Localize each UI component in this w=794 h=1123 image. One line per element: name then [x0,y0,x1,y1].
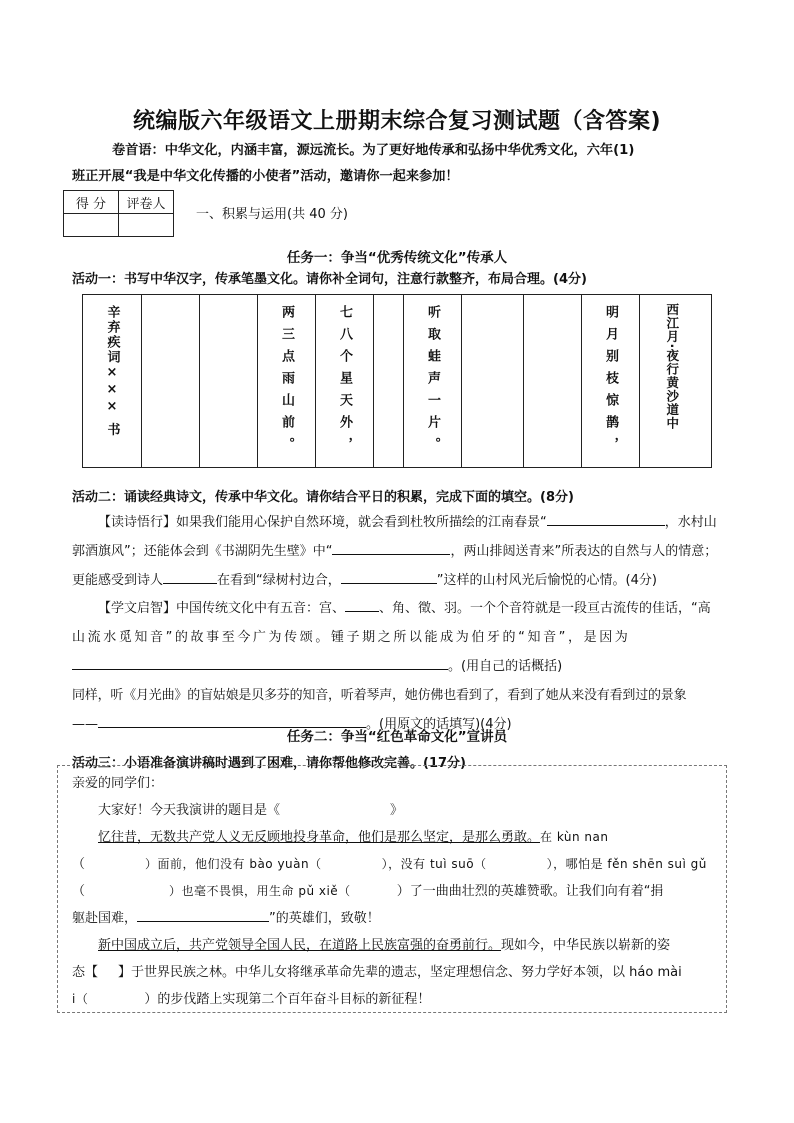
grid-col-line [315,295,373,467]
grid-text: 明月别枝惊鹊， [603,305,618,459]
task-2-heading: 任务二：争当“红色革命文化”宣讲员 [286,729,508,745]
grid-col-signature [83,295,141,467]
score-cell[interactable] [64,214,119,237]
answer-blank[interactable] [332,540,450,555]
score-header: 得 分 [64,191,119,214]
answer-blank[interactable] [547,511,665,526]
grid-col-blank[interactable] [523,295,581,467]
grid-col-blank[interactable] [461,295,523,467]
page-title: 统编版六年级语文上册期末综合复习测试题（含答案) [132,109,662,134]
grid-col-title [639,295,703,467]
underlined-sentence: 新中国成立后，共产党领导全国人民，在道路上民族富强的奋勇前行。 [98,938,502,953]
answer-blank[interactable] [163,569,217,584]
task-1-heading: 任务一：争当“优秀传统文化”传承人 [286,250,508,266]
activity-3-heading: 活动三：小语准备演讲稿时遇到了困难，请你帮他修改完善。(17分) [72,756,466,771]
speech-greeting: 亲爱的同学们： [72,776,164,791]
activity-1-heading: 活动一：书写中华汉字，传承笔墨文化。请你补全词句，注意行款整齐，布局合理。(4分) [72,272,587,287]
grader-cell[interactable] [119,214,174,237]
answer-blank[interactable] [137,907,269,922]
intro-line-2: 班正开展“我是中华文化传播的小使者”活动，邀请你一起来参加！ [72,169,459,184]
grid-col-blank[interactable] [141,295,199,467]
grid-col-line [257,295,315,467]
grid-col-line [403,295,461,467]
intro-text [72,138,732,190]
grid-col-blank[interactable] [199,295,257,467]
answer-blank[interactable] [345,597,379,612]
grid-text: 辛弃疾词××× 书 [104,305,120,438]
section-heading: 一、积累与运用(共 40 分) [196,207,348,222]
grid-text: 西江月·夜行黄沙道中 [664,303,680,431]
speech-section: 亲爱的同学们： 大家好！今天我演讲的题目是《 》 忆往昔，无数共产党人义无反顾地投身革命，他们是那么坚定，是那么勇敢。在 kùn nan （ ）面前，他们没有 bào yuàn（ ），没有 tuì suō（ ），哪怕是 fěn shēn suì gǔ （ ）也毫不畏惧，用生命 pǔ xiě（ ）了一曲曲壮烈的英雄赞歌。让我们向有着“捐 躯赴国难， ”的英雄们，致敬！ 新中国成立后，共产党领导全国人民，在道路上民族富强的奋勇前行。现如今，中华民族以崭新的姿 态【 】于世界民族之林。中华儿女将继承革命先辈的遗志，坚定理想信念、努力学好本领，以 háo mài i（ ）的步伐踏上实现第二个百年奋斗目标的新征程！ [72,770,732,1013]
learning-section: 【学文启智】中国传统文化中有五音：宫、 、角、徵、羽。一个个音符就是一段亘古流传的佳话，“高 山流水觅知音”的故事至今广为传颂。锺子期之所以能成为伯牙的“知音”，是因为 。(用自己的话概括) 同样，听《月光曲》的盲姑娘是贝多芬的知音，听着琴声，她仿佛也看到了，看到了她从来没有看到过的景象 —— 。(用原文的话填写)(4分) [72,594,732,739]
activity-2-heading: 活动二：诵读经典诗文，传承中华文化。请你结合平日的积累，完成下面的填空。(8分) [72,490,574,505]
grader-header: 评卷人 [119,191,174,214]
grid-text: 七八个星天外， [337,305,352,459]
score-table [63,190,174,237]
underlined-sentence: 忆往昔，无数共产党人义无反顾地投身革命，他们是那么坚定，是那么勇敢。 [98,830,541,845]
grid-text: 两三点雨山前。 [279,305,294,459]
calligraphy-grid [82,294,712,468]
reading-section: 【读诗悟行】如果我们能用心保护自然环境，就会看到杜牧所描绘的江南春景“ ，水村山 郭酒旗风”；还能体会到《书湖阴先生壁》中“ ，两山排闼送青来”所表达的自然与人的情意； 更能感受到诗人 在看到“绿树村边合， ”这样的山村风光后愉悦的心情。(4分) [72,508,732,595]
grid-col-line [581,295,639,467]
intro-line-1: 卷首语：中华文化，内涵丰富，源远流长。为了更好地传承和弘扬中华优秀文化，六年(1) [112,143,635,158]
answer-blank[interactable] [72,655,448,670]
grid-col-blank[interactable] [373,295,403,467]
answer-blank[interactable] [341,569,437,584]
grid-text: 听取蛙声一片。 [425,305,440,459]
